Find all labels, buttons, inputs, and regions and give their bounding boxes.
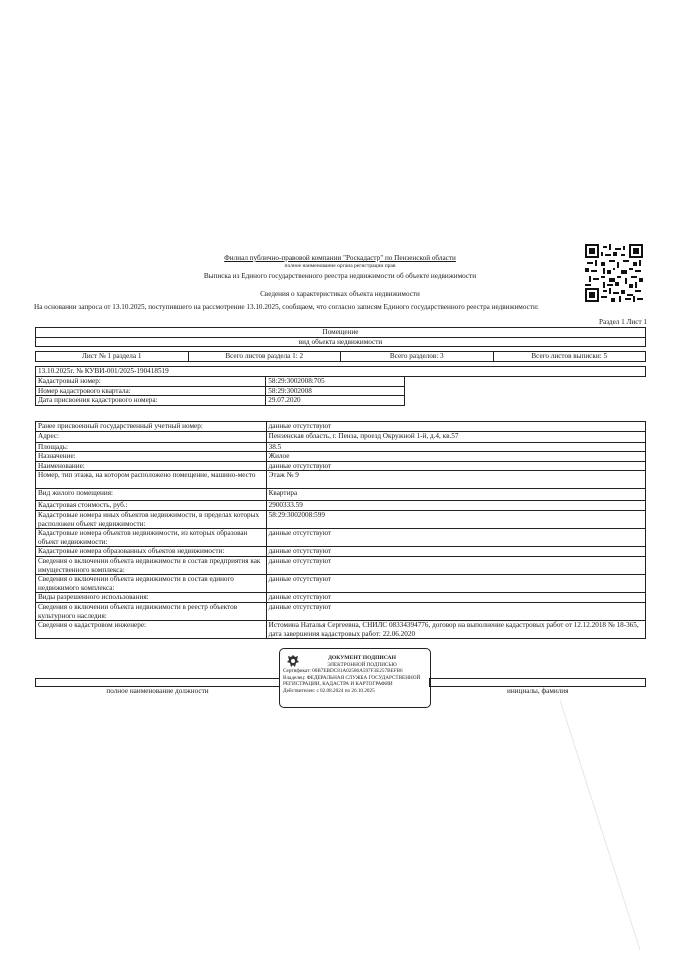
table-row [36,501,646,511]
stamp-valid: Действителен: с 02.08.2024 по 26.10.2025 [283,687,375,694]
stamp-owner1: Владелец: ФЕДЕРАЛЬНАЯ СЛУЖБА ГОСУДАРСТВЕННОЙ [283,674,421,681]
row-value: Этаж № 9 [266,471,645,489]
row-value: данные отсутствуют [266,575,645,593]
table-row [36,396,405,406]
row-value: Жилое [266,452,645,462]
table-row [36,593,646,603]
row-label: Виды разрешенного использования: [36,593,267,603]
name-cell [430,679,646,687]
table-row [36,489,646,501]
row-label: Вид жилого помещения: [36,489,267,501]
extract-title: Выписка из Единого государственного реестра недвижимости об объекте недвижимости [203,272,477,280]
total-sheets-section: Всего листов раздела 1: 2 [188,352,341,362]
stamp-line2: ЭЛЕКТРОННОЙ ПОДПИСЬЮ [327,661,397,668]
extract-number-table [35,366,646,377]
position-cell [36,679,280,687]
row-label: Кадастровые номера объектов недвижимости, из которых образован объект недвижимости: [36,529,267,547]
extract-number: 13.10.2025г. № КУВИ-001/2025-190418519 [36,367,646,377]
org-caption: полное наименование органа регистрации прав [284,263,396,269]
row-label: Сведения о включении объекта недвижимости в реестр объектов культурного наследия: [36,602,267,620]
row-label: Назначение: [36,452,267,462]
row-label: Номер, тип этажа, на котором расположено помещение, машино-место [36,471,267,489]
section-title: Сведения о характеристиках объекта недвижимости [260,290,420,298]
table-row [36,621,646,639]
sheet-label: Лист № 1 раздела 1 [36,352,189,362]
row-label: Номер кадастрового квартала: [36,386,266,396]
section-sheet-label: Раздел 1 Лист 1 [599,318,647,326]
row-value: 29.07.2020 [266,396,405,406]
row-label: Адрес: [36,431,267,442]
table-row [36,602,646,620]
coat-of-arms-icon [286,654,300,668]
total-sheets-extract: Всего листов выписки: 5 [493,352,646,362]
table-row [36,431,646,442]
table-row [36,422,646,432]
row-label: Кадастровые номера образованных объектов недвижимости: [36,547,267,557]
row-value: данные отсутствуют [266,547,645,557]
table-row [36,461,646,471]
e-signature-stamp [279,648,431,708]
row-label: Наименование: [36,461,267,471]
row-value: 58:29:3002008 [266,386,405,396]
object-type-caption: вид объекта недвижимости [36,337,646,347]
table-row [36,510,646,528]
stamp-line1: ДОКУМЕНТ ПОДПИСАН [328,655,396,661]
row-label: Сведения о включении объекта недвижимости в состав единого недвижимого комплекса: [36,575,267,593]
row-value: данные отсутствуют [266,556,645,574]
characteristics-table [35,421,646,639]
row-value: данные отсутствуют [266,422,645,432]
row-label: Ранее присвоенный государственный учетный номер: [36,422,267,432]
row-value: данные отсутствуют [266,529,645,547]
row-label: Сведения о включении объекта недвижимости в состав предприятия как имущественного комплекса: [36,556,267,574]
table-row [36,442,646,452]
qr-code [585,244,643,302]
row-label: Сведения о кадастровом инженере: [36,621,267,639]
row-value: 58:29:3002008:599 [266,510,645,528]
row-label: Кадастровый номер: [36,377,266,387]
row-value: 58:29:3002008:705 [266,377,405,387]
table-row [36,377,405,387]
table-row [36,452,646,462]
org-name: Филиал публично-правовой компании "Роскадастр" по Пензенской области [224,254,456,262]
table-row [36,471,646,489]
row-label: Дата присвоения кадастрового номера: [36,396,266,406]
row-value: данные отсутствуют [266,602,645,620]
row-label: Кадастровые номера иных объектов недвижимости, в пределах которых расположен объект недвижимости: [36,510,267,528]
sheet-info-table [35,351,646,362]
stamp-owner2: РЕГИСТРАЦИИ, КАДАСТРА И КАРТОГРАФИИ [283,681,393,688]
row-value: данные отсутствуют [266,593,645,603]
object-type-table [35,327,646,347]
table-row [36,575,646,593]
basis-text: На основании запроса от 13.10.2025, поступившего на рассмотрение 13.10.2025, сообщаем, что согласно записям Единого государственного реестра недвижимости: [34,303,539,311]
row-value: 2900333.59 [266,501,645,511]
stamp-cert: Сертификат: 00B7EBDC81A02586A597F3E257BEFB6 [283,668,403,675]
object-type: Помещение [36,328,646,338]
table-row [36,529,646,547]
table-row [36,386,405,396]
row-value: Пензенская область, г. Пенза, проезд Окружной 1-й, д.4, кв.57 [266,431,645,442]
row-value: 38.5 [266,442,645,452]
table-row [36,556,646,574]
row-value: данные отсутствуют [266,461,645,471]
total-sections: Всего разделов: 3 [341,352,494,362]
row-label: Кадастровая стоимость, руб.: [36,501,267,511]
position-caption: полное наименование должности [106,687,209,695]
name-caption: инициалы, фамилия [506,687,569,695]
row-label: Площадь: [36,442,267,452]
row-value: Истомина Наталья Сергеевна, СНИЛС 08334394776, договор на выполнение кадастровых работ от 12.12.2018 № 18-365, дата завершения кадастровых работ: 22.06.2020 [266,621,645,639]
cadastral-table [35,376,405,406]
row-value: Квартира [266,489,645,501]
table-row [36,547,646,557]
